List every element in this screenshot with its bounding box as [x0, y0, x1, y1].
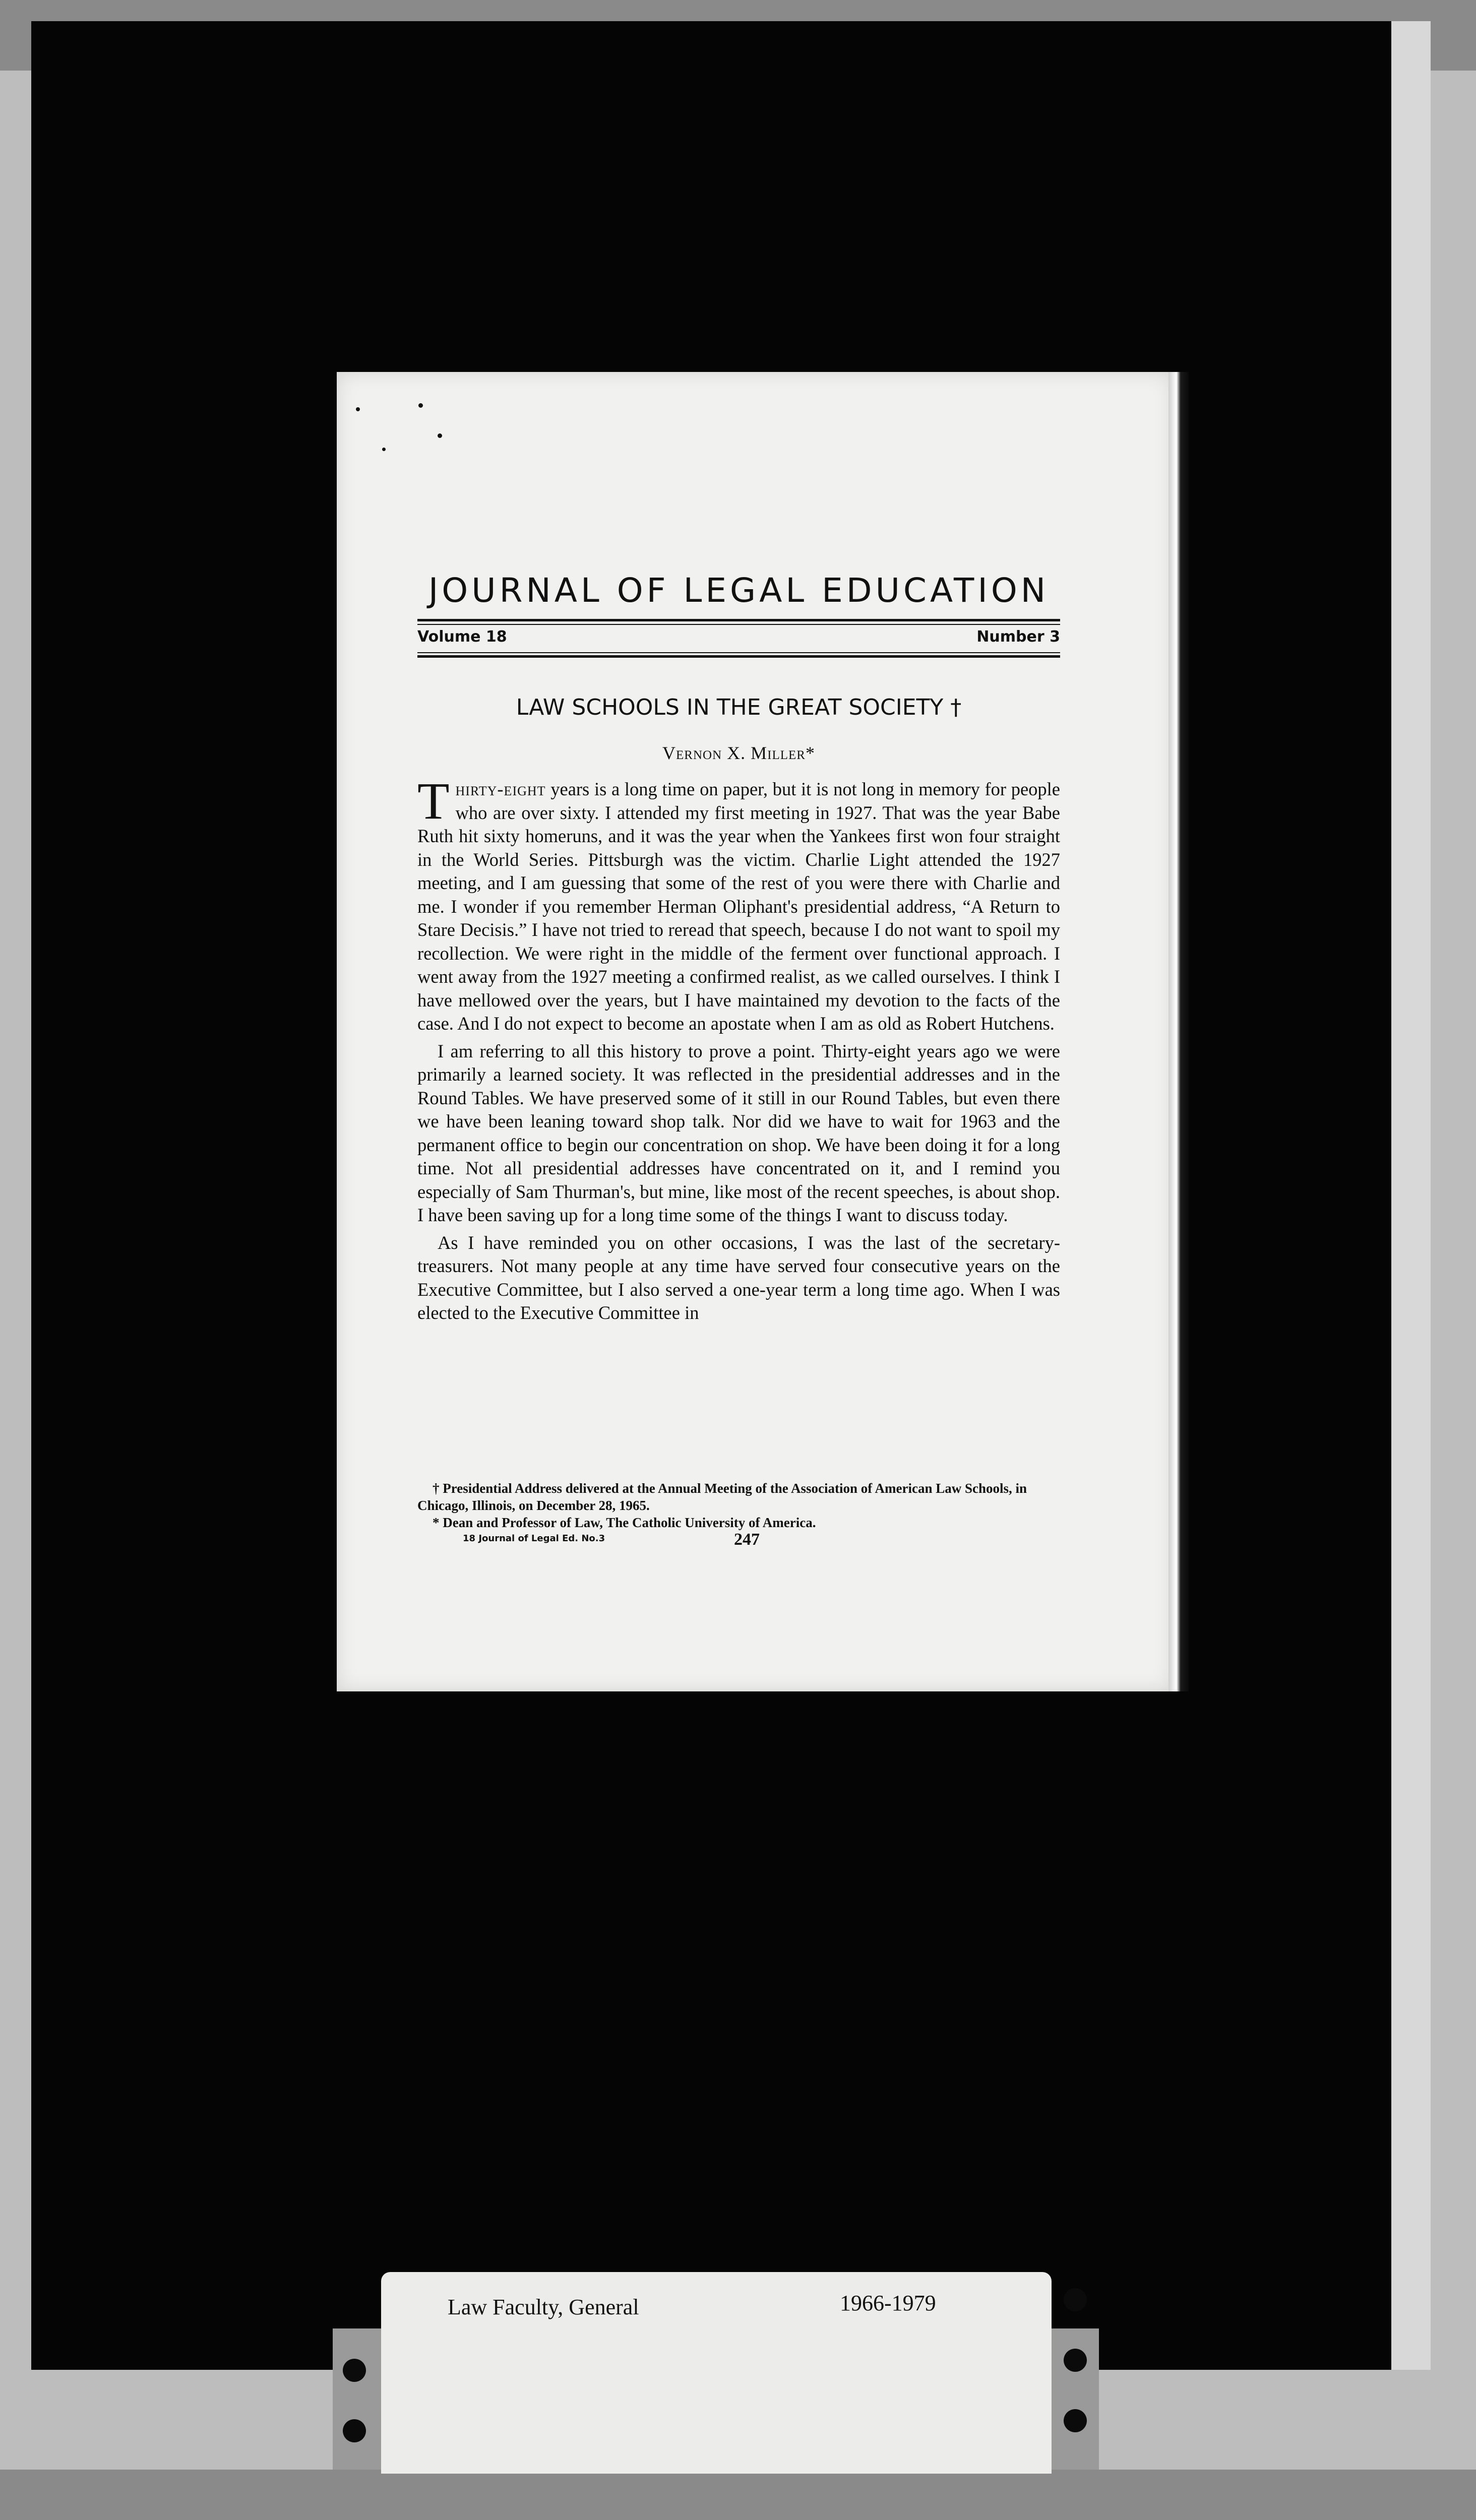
card-punch-hole: [1064, 2349, 1087, 2372]
page-number: 247: [734, 1530, 760, 1549]
page-edge-shadow: [1168, 372, 1189, 1691]
footer-citation: 18 Journal of Legal Ed. No.3: [463, 1533, 605, 1544]
volume-row: [417, 628, 1060, 648]
header-rule-bottom-thin: [417, 652, 1060, 653]
lead-words: hirty-eight: [455, 779, 546, 799]
index-card: [381, 2272, 1052, 2474]
card-subject: Law Faculty, General: [448, 2295, 639, 2319]
journal-title: JOURNAL OF LEGAL EDUCATION: [428, 571, 1050, 610]
page-speck: [438, 433, 442, 438]
article-author: Vernon X. Miller*: [662, 743, 815, 763]
number-label: Number 3: [976, 628, 1060, 646]
page-speck: [356, 407, 360, 411]
header-rule-bottom: [417, 655, 1060, 658]
card-punch-hole: [343, 2359, 366, 2382]
footnote-star: * Dean and Professor of Law, The Catholic University of America.: [433, 1515, 816, 1530]
card-punch-hole: [1064, 2409, 1087, 2432]
paragraph-1-text: years is a long time on paper, but it is not long in memory for people who are over sixty. I attended my first meeting in 1927. That was the year Babe Ruth hit sixty homeruns, and it was the year when the Yankees first won four straight in the World Series. Pittsburgh was the victim. Charlie Light attended the 1927 meeting, and I am guessing that some of the rest of you were there with Charlie and me. I wonder if you remember Herman Oliphant's presidential address, “A Return to Stare Decisis.” I have not tried to reread that speech, because I do not want to spoil my recollection. We were right in the middle of the ferment over functional approach. I went away from the 1927 meeting a confirmed realist, as we called ourselves. I think I have mellowed over the years, but I have maintained my devotion to the facts of the case. And I do not expect to become an apostate when I am as old as Robert Hutchens.: [417, 779, 1060, 1034]
paragraph-2: I am referring to all this history to prove a point. Thirty-eight years ago we were primarily a learned society. It was reflected in the presidential addresses and in the Round Tables. We have preserved some of it still in our Round Tables, but even there we have been leaning toward shop talk. Nor did we have to wait for 1963 and the permanent office to begin our concentration on shop. We have been doing it for a long time. Not all presidential addresses have concentrated on it, and I remind you especially of Sam Thurman's, but mine, like most of the recent speeches, is about shop. I have been saving up for a long time some of the things I want to discuss today.: [417, 1040, 1060, 1225]
footnote-dagger: † Presidential Address delivered at the Annual Meeting of the Association of American Law Schools, in Chicago, Illinois, on December 28, 1965.: [417, 1481, 1027, 1513]
page-speck: [382, 448, 386, 451]
page-speck: [418, 403, 423, 408]
header-rule-top-thin: [417, 624, 1060, 625]
paragraph-3: As I have reminded you on other occasions, I was the last of the secretary-treasurers. Not many people at any time have served four consecutive years on the Executive Committee, but I also served a one-year term a long time ago. When I was elected to the Executive Committee in: [417, 1232, 1060, 1323]
paragraph-1: [417, 772, 1060, 1036]
page-footer: [463, 1530, 916, 1550]
article-body: [417, 772, 1060, 1329]
footnotes: [417, 1480, 1060, 1531]
card-years: 1966-1979: [840, 2291, 936, 2315]
card-punch-hole: [343, 2419, 366, 2442]
header-rule-top: [417, 619, 1060, 621]
card-punch-hole: [1064, 2288, 1087, 2311]
microfilm-edge: [1391, 21, 1431, 2370]
drop-cap: T: [417, 772, 450, 830]
article-title: LAW SCHOOLS IN THE GREAT SOCIETY †: [516, 695, 962, 720]
journal-page: [337, 372, 1173, 1691]
volume-label: Volume 18: [417, 628, 507, 646]
